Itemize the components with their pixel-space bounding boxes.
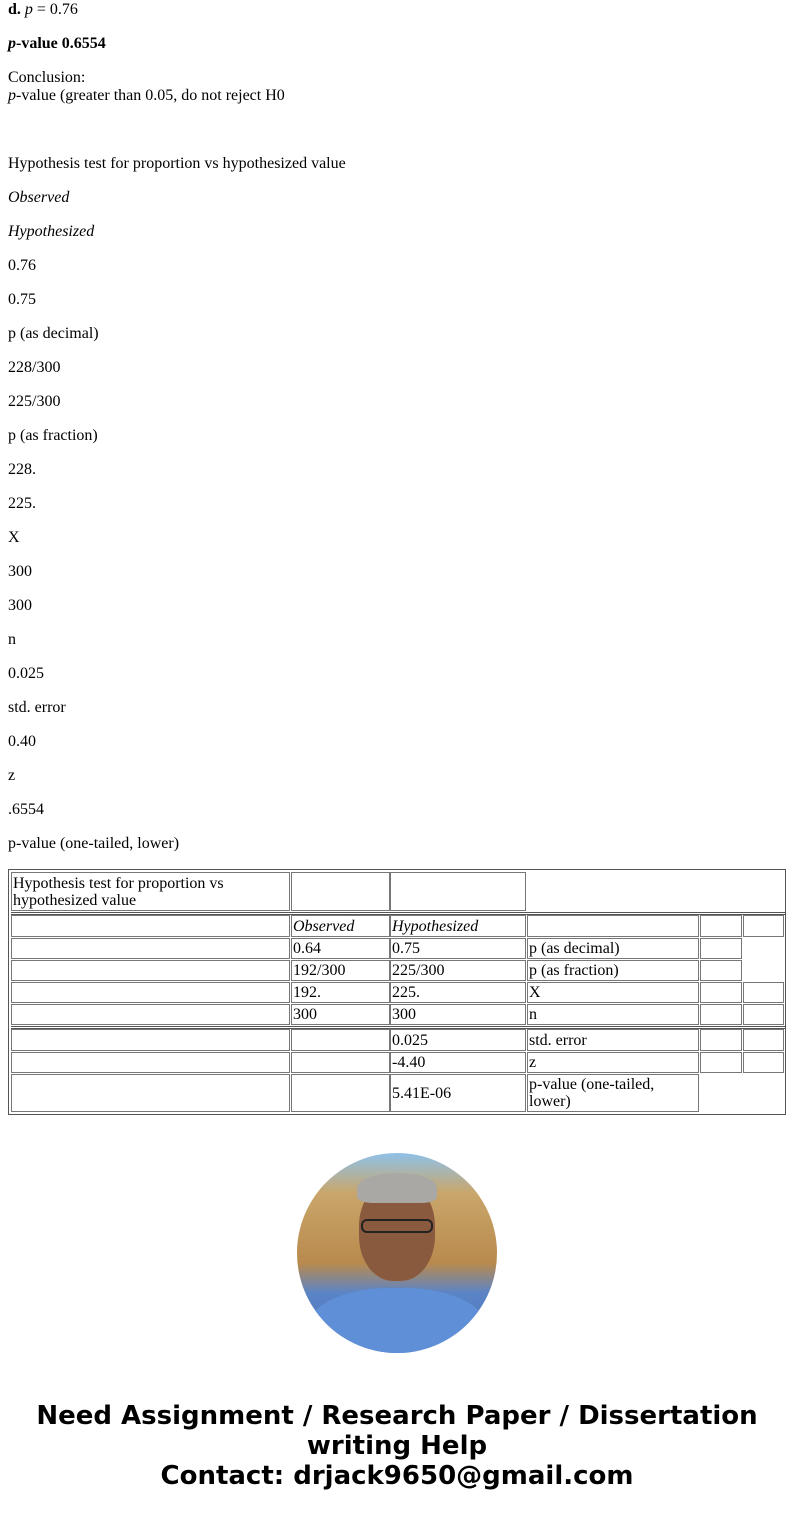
- author-photo: [297, 1153, 497, 1353]
- row-label: p (as decimal): [527, 938, 699, 959]
- table-cell: -4.40: [390, 1052, 526, 1073]
- spacer: [8, 121, 786, 139]
- table-cell: [11, 1052, 290, 1073]
- line: 228/300: [8, 359, 61, 376]
- footer-line2: Contact: drjack9650@gmail.com: [160, 1461, 634, 1491]
- line: 300: [8, 597, 32, 614]
- p-symbol: p: [8, 87, 16, 104]
- header-hypothesized: Hypothesized: [390, 915, 526, 937]
- table-cell: [700, 960, 742, 981]
- label: d.: [8, 1, 21, 18]
- table-cell: 5.41E-06: [390, 1074, 526, 1112]
- table-cell: [700, 982, 742, 1003]
- table-cell: [11, 1074, 290, 1112]
- footer-ad: [8, 1401, 786, 1491]
- table-cell: [527, 915, 699, 937]
- table-cell: 0.64: [291, 938, 390, 959]
- table-cell: 300: [291, 1004, 390, 1025]
- row-label: p-value (one-tailed, lower): [527, 1074, 699, 1112]
- table-cell: [700, 938, 742, 959]
- line: 228.: [8, 461, 36, 478]
- row-label: p (as fraction): [527, 960, 699, 981]
- table-cell: [700, 915, 742, 937]
- table-cell: 225/300: [390, 960, 526, 981]
- row-label: std. error: [527, 1029, 699, 1051]
- p-value-text: = 0.76: [32, 1, 78, 18]
- line: Hypothesis test for proportion vs hypothesized value: [8, 155, 346, 172]
- conclusion-label: Conclusion:: [8, 69, 86, 86]
- table-cell: [743, 915, 784, 937]
- row-label: z: [527, 1052, 699, 1073]
- table-cell: [291, 1052, 390, 1073]
- table-cell: [743, 982, 784, 1003]
- table-cell: [291, 1029, 390, 1051]
- table-cell: [743, 1052, 784, 1073]
- line: 225.: [8, 495, 36, 512]
- table-cell: [11, 1029, 290, 1051]
- table-cell: [700, 1029, 742, 1051]
- table-cell: [11, 960, 290, 981]
- row-label: n: [527, 1004, 699, 1025]
- table-cell: [390, 872, 526, 911]
- line: p (as decimal): [8, 325, 99, 342]
- line: X: [8, 529, 20, 546]
- row-label: X: [527, 982, 699, 1003]
- table-cell: [743, 1029, 784, 1051]
- line: p (as fraction): [8, 427, 98, 444]
- table-cell: [11, 915, 290, 937]
- line: 300: [8, 563, 32, 580]
- table-cell: 225.: [390, 982, 526, 1003]
- table-cell: [11, 938, 290, 959]
- line: 0.40: [8, 733, 36, 750]
- table-title: Hypothesis test for proportion vs hypothesized value: [11, 872, 290, 911]
- conclusion-text: -value (greater than 0.05, do not reject H0: [16, 87, 285, 104]
- table-cell: 0.025: [390, 1029, 526, 1051]
- header-observed: Observed: [291, 915, 390, 937]
- table-cell: [700, 1004, 742, 1025]
- line: 0.76: [8, 257, 36, 274]
- line: Hypothesized: [8, 223, 95, 240]
- conclusion: [8, 69, 786, 105]
- line: 225/300: [8, 393, 61, 410]
- pvalue-text: -value 0.6554: [16, 35, 106, 52]
- table-cell: [11, 1004, 290, 1025]
- line: Observed: [8, 189, 70, 206]
- line: 0.025: [8, 665, 44, 682]
- table-cell: [700, 1052, 742, 1073]
- line: .6554: [8, 801, 44, 818]
- line: z: [8, 767, 16, 784]
- line: 0.75: [8, 291, 36, 308]
- table-cell: 192.: [291, 982, 390, 1003]
- hypothesis-table: [8, 869, 786, 1115]
- table-cell: [11, 982, 290, 1003]
- line: std. error: [8, 699, 66, 716]
- table-cell: [291, 1074, 390, 1112]
- table-cell: 192/300: [291, 960, 390, 981]
- answer-d: [8, 1, 786, 19]
- table-cell: 0.75: [390, 938, 526, 959]
- table-cell: [291, 872, 390, 911]
- line: p-value (one-tailed, lower): [8, 835, 180, 852]
- p-symbol: p: [24, 1, 33, 18]
- p-symbol: p: [8, 35, 16, 52]
- table-cell: 300: [390, 1004, 526, 1025]
- footer-line1: Need Assignment / Research Paper / Dissertation writing Help: [36, 1401, 758, 1461]
- line: n: [8, 631, 16, 648]
- pvalue-line: [8, 35, 786, 53]
- table-cell: [743, 1004, 784, 1025]
